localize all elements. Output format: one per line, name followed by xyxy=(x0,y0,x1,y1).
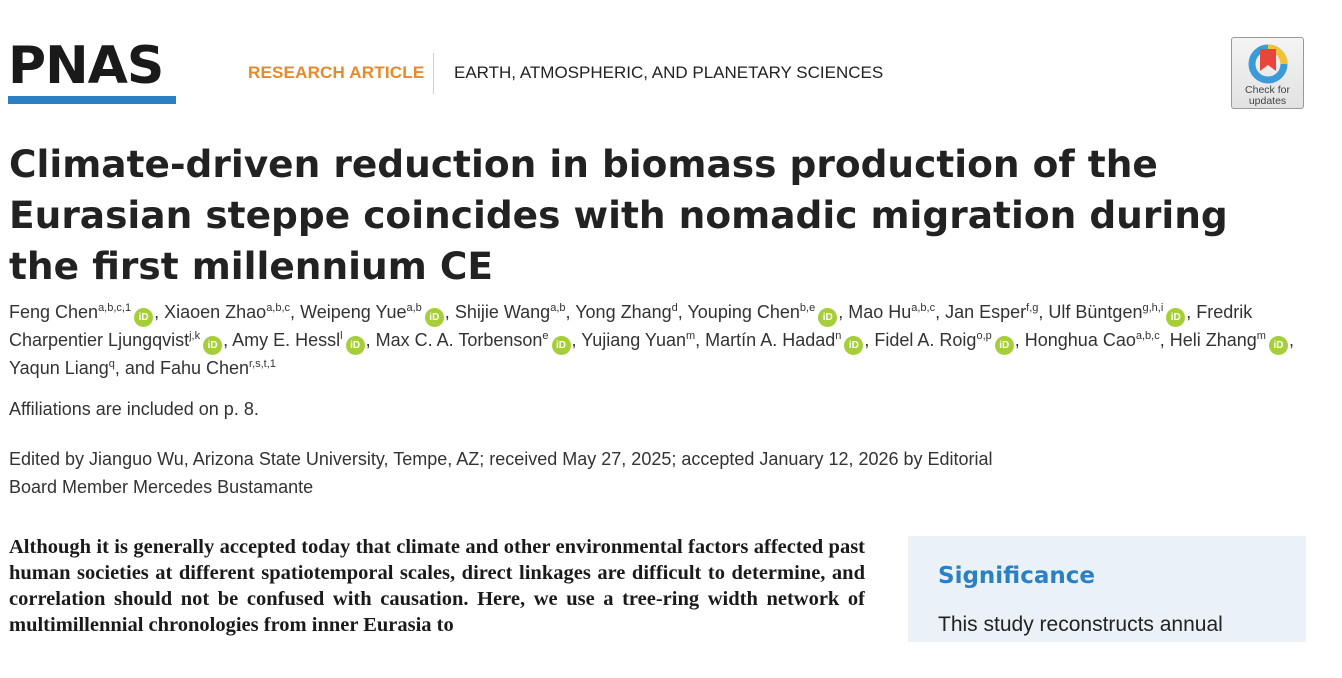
author-name[interactable]: Martín A. Hadad xyxy=(705,330,836,350)
author-affiliation-sup: a,b xyxy=(406,302,422,314)
author-affiliation-sup: q xyxy=(108,358,115,370)
author-affiliation-sup: a,b xyxy=(550,302,566,314)
significance-text: This study reconstructs annual xyxy=(938,613,1223,636)
significance-box xyxy=(908,536,1306,642)
author-list: Feng Chen$^{a,b,c,1}$iD , Xiaoen Zhao$^{a,b,c}$, Weipeng Yue$^{a,b}$iD , Shijie Wang$^{a,b}$, Yong Zhang$^d$, Youping Chen$^{b,e}$iD , Mao Hu$^{a,b,c}$, Jan Esper$^{f,g}$, Ulf Büntgen$^{g,h,i}$iD , Fredrik Charpentier Ljungqvist$^{j,k}$iD , Amy E. Hessl$^l$iD , Max C. A. Torbenson$^e$iD , Yujiang Yuan$^m$, Martín A. Hadad$^n$iD , Fidel A. Roig$^{o,p}$iD , Honghua Cao$^{a,b,c}$, Heli Zhang$^m$iD , Yaqun Liang$^q$, and Fahu Chen$^{r,s,t,1}$ xyxy=(9,302,1294,378)
orcid-icon[interactable]: iD xyxy=(995,336,1014,355)
author-name[interactable]: Ulf Büntgen xyxy=(1048,302,1143,322)
author-affiliation-sup: f,g xyxy=(1026,302,1039,314)
orcid-icon[interactable]: iD xyxy=(346,336,365,355)
author-name[interactable]: Max C. A. Torbenson xyxy=(375,330,543,350)
orcid-icon[interactable]: iD xyxy=(1166,308,1185,327)
pnas-logo[interactable] xyxy=(8,38,176,104)
author-name[interactable]: Xiaoen Zhao xyxy=(164,302,267,322)
logo-text: PNAS xyxy=(8,36,164,96)
editor-info: Edited by Jianguo Wu, Arizona State University, Tempe, AZ; received May 27, 2025; accepted January 12, 2026 by Editorial Board Member Mercedes Bustamante xyxy=(9,449,993,497)
author-affiliation-sup: l xyxy=(340,330,343,342)
author-name[interactable]: Yaqun Liang xyxy=(9,358,109,378)
author-name[interactable]: Jan Esper xyxy=(945,302,1027,322)
check-label-2: updates xyxy=(1248,95,1287,107)
significance-title: Significance xyxy=(938,563,1095,589)
author-name[interactable]: Youping Chen xyxy=(687,302,800,322)
author-affiliation-sup: g,h,i xyxy=(1142,302,1164,314)
author-name[interactable]: Fahu Chen xyxy=(159,358,250,378)
affiliations-note[interactable]: Affiliations are included on p. 8. xyxy=(9,399,259,419)
author-affiliation-sup: a,b,c xyxy=(911,302,936,314)
author-affiliation-sup: a,b,c xyxy=(1135,330,1160,342)
orcid-icon[interactable]: iD xyxy=(818,308,837,327)
author-name[interactable]: Mao Hu xyxy=(848,302,912,322)
article-title: Climate-driven reduction in biomass production of the Eurasian steppe coincides with nomadic migration during the first millennium CE xyxy=(9,142,1228,288)
logo-underline xyxy=(8,96,176,104)
author-affiliation-sup: a,b,c xyxy=(266,302,291,314)
header-divider xyxy=(433,53,434,94)
author-name[interactable]: Weipeng Yue xyxy=(300,302,407,322)
orcid-icon[interactable]: iD xyxy=(134,308,153,327)
author-affiliation-sup: e xyxy=(542,330,549,342)
abstract-text: Although it is generally accepted today that climate and other environmental factors affected past human societies at different spatiotemporal scales, direct linkages are difficult to determine, and correlation should not be confused with causation. Here, we use a tree-ring width network of multimillennial chronologies from inner Eurasia to xyxy=(9,536,865,636)
author-name[interactable]: Amy E. Hessl xyxy=(232,330,341,350)
author-affiliation-sup: j,k xyxy=(189,330,201,342)
author-name[interactable]: Yujiang Yuan xyxy=(581,330,686,350)
author-affiliation-sup: o,p xyxy=(976,330,992,342)
author-name[interactable]: Yong Zhang xyxy=(575,302,672,322)
author-name[interactable]: Feng Chen xyxy=(9,302,99,322)
author-name[interactable]: Heli Zhang xyxy=(1169,330,1257,350)
orcid-icon[interactable]: iD xyxy=(203,336,222,355)
author-affiliation-sup: m xyxy=(685,330,696,342)
author-affiliation-sup: r,s,t,1 xyxy=(249,358,276,370)
author-name[interactable]: Fredrik Charpentier Ljungqvist xyxy=(9,302,1253,350)
check-label-1: Check for xyxy=(1245,84,1290,96)
orcid-icon[interactable]: iD xyxy=(425,308,444,327)
author-affiliation-sup: b,e xyxy=(799,302,816,314)
crossmark-icon xyxy=(1247,43,1289,85)
author-affiliation-sup: a,b,c,1 xyxy=(98,302,132,314)
check-for-updates-button[interactable] xyxy=(1231,37,1304,109)
orcid-icon[interactable]: iD xyxy=(844,336,863,355)
author-name[interactable]: Fidel A. Roig xyxy=(874,330,977,350)
orcid-icon[interactable]: iD xyxy=(1269,336,1288,355)
author-affiliation-sup: d xyxy=(671,302,678,314)
author-affiliation-sup: n xyxy=(835,330,842,342)
author-name[interactable]: Honghua Cao xyxy=(1024,330,1136,350)
author-affiliation-sup: m xyxy=(1256,330,1266,342)
orcid-icon[interactable]: iD xyxy=(552,336,571,355)
author-name[interactable]: Shijie Wang xyxy=(454,302,551,322)
article-type-label: RESEARCH ARTICLE xyxy=(248,63,425,82)
section-label: EARTH, ATMOSPHERIC, AND PLANETARY SCIENCES xyxy=(454,63,884,82)
